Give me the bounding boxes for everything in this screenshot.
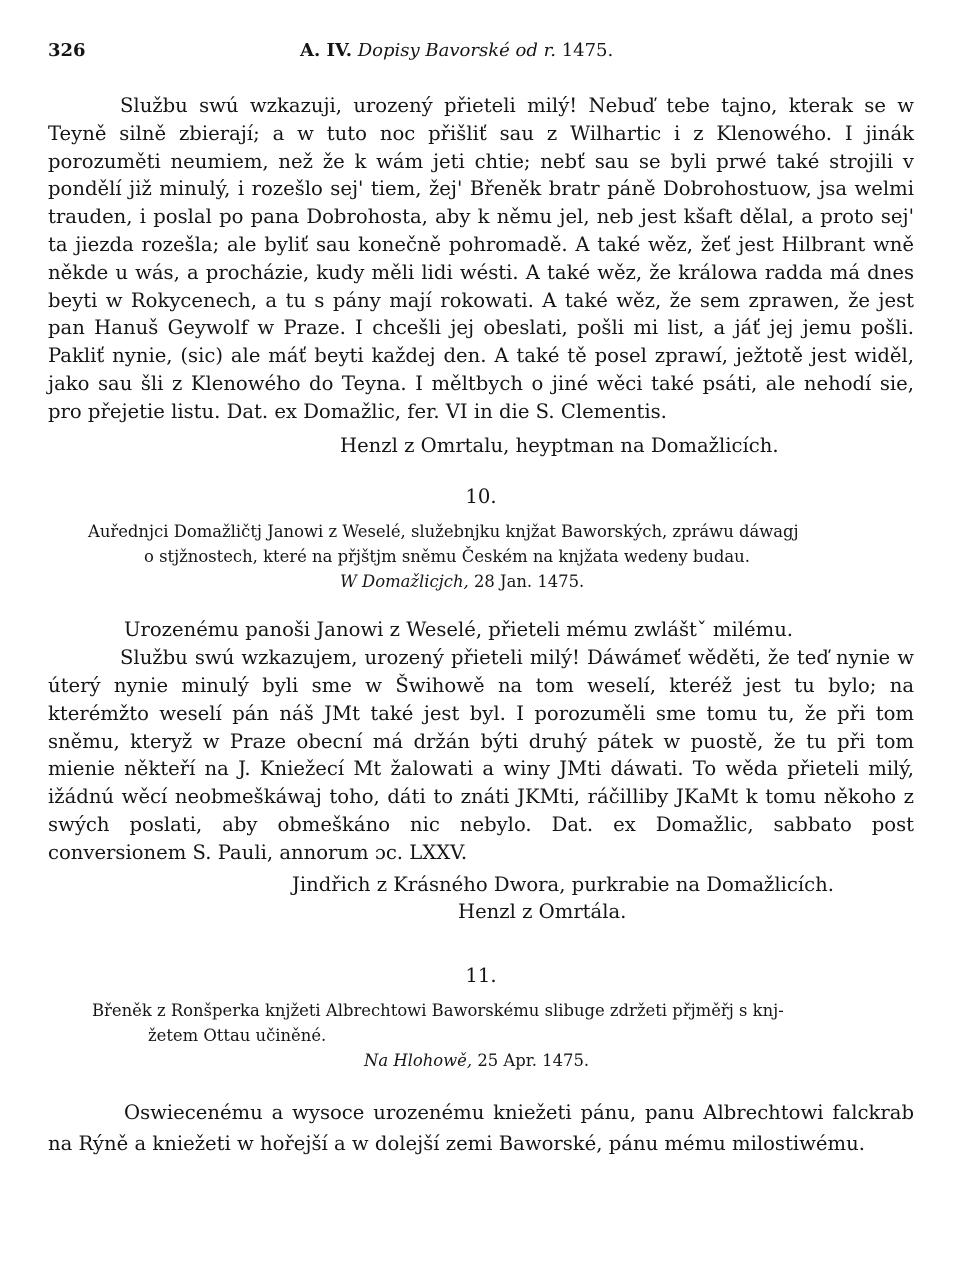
document-10-signature-1: Jindřich z Krásného Dwora, purkrabie na Domažlicích. — [292, 872, 834, 896]
document-10-dateline — [48, 569, 914, 594]
summary-11-line-2: žetem Ottau učiněné. — [148, 1026, 327, 1046]
dateline-11-date: 25 Apr. 1475. — [477, 1051, 590, 1071]
document-10-salutation: Urozenému panoši Janowi z Weselé, přieteli mému zwláštˇ milému. — [124, 618, 794, 642]
dateline-10-date: 28 Jan. 1475. — [473, 572, 585, 592]
document-11-summary — [92, 998, 914, 1048]
letter-9-body: Službu swú wzkazuji, urozený přieteli milý! Nebuď tebe tajno, kterak se w Teyně silně zbierají; a w tuto noc přišliť sau z Wilhartic i z Klenowého. I jinák porozuměti neumiem, než že k wám jeti chtie; nebť sau se byli prwé také strojili v pondělí již minulý, i rozešlo sej' tiem, žej' Břeněk bratr páně Dobrohostuow, jsa welmi trauden, i poslal po pana Dobrohosta, aby k němu jel, neb jest kšaft dělal, a proto sej' ta jiezda rozešla; ale byliť sau konečně pohromadě. A také wěz, žeť jest Hilbrant wně někde u wás, a procházie, kudy měli lidi wésti. A také wěz, že králowa radda má dnes beyti w Rokycenech, a tu s pány mají rokowati. A také wěz, že sem zprawen, že jest pan Hanuš Geywolf w Praze. I chcešli jej obeslati, pošli mi list, a jáť jej jemu pošli. Pakliť nynie, (sic) ale máť beyti každej den. A také tě posel zprawí, ježtotě jest widěl, jako sau šli z Klenowého do Teyna. I měltbych o jiné wěci také psáti, ale nehodí sie, pro přejetie listu. Dat. ex Domažlic, fer. VI in die S. Clementis. — [48, 94, 921, 423]
title-text: Dopisy Bavorské od r. — [357, 40, 556, 61]
document-10-signature-2: Henzl z Omrtála. — [458, 900, 627, 924]
document-11-body: Oswiecenému a wysoce urozenému kniežeti pánu, panu Albrechtowi falckrab na Rýně a kniežeti w hořejší a w dolejší zemi Baworské, pánu mému milostiwému. — [48, 1101, 921, 1156]
dateline-11-place: Na Hlohowě, — [364, 1051, 473, 1071]
page-number: 326 — [48, 40, 86, 61]
summary-10-line-1: Auřednjci Domažličtj Janowi z Weselé, služebnjku knjžat Baworských, zpráwu dáwagj — [88, 522, 799, 542]
summary-11-line-1: Břeněk z Ronšperka knjžeti Albrechtowi Baworskému slibuge zdržeti přjměřj s knj- — [92, 1001, 784, 1021]
summary-10-line-2: o stjžnostech, které na přjštjm sněmu Českém na knjžata wedeny budau. — [144, 547, 750, 567]
document-11-number: 11. — [465, 964, 497, 988]
document-10-number: 10. — [465, 485, 497, 509]
dateline-10-place: W Domažlicjch, — [340, 572, 469, 592]
running-head — [48, 40, 914, 70]
document-10-summary — [88, 519, 914, 569]
volume-label: A. IV. — [300, 40, 353, 61]
document-10-body: Službu swú wzkazujem, urozený přieteli milý! Dáwámeť wěděti, že teď nynie w úterý nynie minulý byli sme w Šwihowě na tom weselí, kteréž jest tu bylo; na kterémžto weselí pán náš JMt také jest byl. I porozuměli sme tomu tu, že při tom sněmu, kteryž w Praze obecní má držán býti druhý pátek w puostě, že tu při tom mienie někteří na J. Kniežecí Mt žalowati a winy JMti dáwati. To wěda přieteli milý, ižádnú wěcí neobmeškáwaj toho, dáti to znáti JKMti, ráčilliby JKaMt k tomu někoho z swých poslati, aby obmeškáno nic nebylo. Dat. ex Domažlic, sabbato post conversionem S. Pauli, annorum ɔc. LXXV. — [48, 646, 921, 864]
letter-9-signature: Henzl z Omrtalu, heyptman na Domažlicích. — [340, 433, 779, 457]
document-11-dateline — [48, 1048, 914, 1073]
title-year: 1475. — [561, 40, 614, 61]
page — [48, 40, 921, 1179]
running-title — [300, 40, 613, 61]
